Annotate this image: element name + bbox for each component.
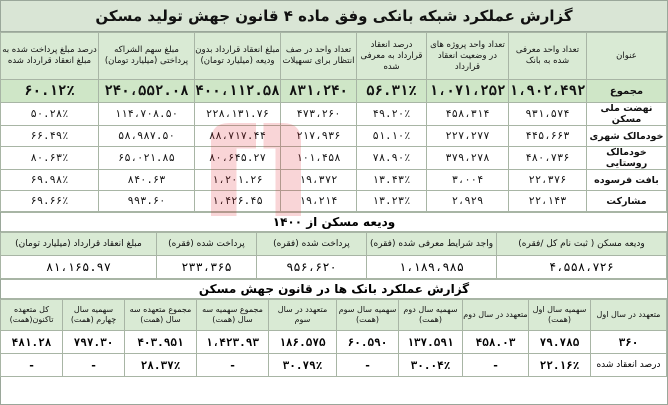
- column-header: واجد شرایط معرفی شده (فقره): [367, 233, 497, 256]
- banks-table: [0, 299, 667, 377]
- column-header: درصد انعقاد قرارداد به معرفی شده: [357, 33, 427, 80]
- table-cell: ۲۲۸،۱۳۱.۷۶: [195, 103, 281, 126]
- table-cell: ۳۷۹،۲۷۸: [427, 147, 509, 170]
- table-cell: ۶۰.۱۲٪: [1, 80, 99, 103]
- report-title: گزارش عملکرد شبکه بانکی وفق ماده ۴ قانون جهش تولید مسکن: [1, 1, 667, 32]
- table-cell: ۱۹،۲۱۴: [281, 191, 357, 212]
- table-cell: ۹۳۱،۵۷۴: [509, 103, 587, 126]
- table-header-row: [1, 33, 667, 80]
- table-row: [1, 147, 667, 170]
- table-cell: ۳۰.۷۹٪: [269, 354, 337, 377]
- column-header: سهمیه سال سوم (همت): [337, 300, 399, 331]
- column-header: سهمیه سال دوم (همت): [399, 300, 463, 331]
- table-cell: -: [463, 354, 529, 377]
- column-header: متعهدد در سال اول: [591, 300, 667, 331]
- table-cell: ۸۸،۷۱۷.۴۴: [195, 126, 281, 147]
- table-cell: ۴،۵۵۸،۷۲۶: [497, 256, 667, 279]
- table-row: [1, 331, 667, 354]
- table-cell: ۲۲،۳۷۶: [509, 170, 587, 191]
- table-cell: ۱۰۱،۴۵۸: [281, 147, 357, 170]
- table-cell: -: [1, 354, 63, 377]
- row-label: خودمالک شهری: [587, 126, 667, 147]
- table-cell: ۵۰.۲۸٪: [1, 103, 99, 126]
- table-cell: ۶۹.۹۸٪: [1, 170, 99, 191]
- table-cell: ۱،۹۰۲،۴۹۲: [509, 80, 587, 103]
- column-header: مجموع سهمیه سه سال (همت): [197, 300, 269, 331]
- table-cell: ۴۸۰،۷۳۶: [509, 147, 587, 170]
- table-cell: ۹۵۶،۶۲۰: [257, 256, 367, 279]
- table-cell: ۱۱۴،۷۰۸.۵۰: [99, 103, 195, 126]
- column-header: پرداخت شده (فقره): [157, 233, 257, 256]
- table-cell: -: [197, 354, 269, 377]
- table-cell: ۱،۰۷۱،۲۵۲: [427, 80, 509, 103]
- table-cell: ۲۲،۱۴۳: [509, 191, 587, 212]
- table-cell: ۱۳۷.۵۹۱: [399, 331, 463, 354]
- table-cell: ۱۹،۳۷۲: [281, 170, 357, 191]
- table-cell: ۲۸.۳۷٪: [125, 354, 197, 377]
- column-header: مبلغ سهم الشراکه پرداختی (میلیارد تومان): [99, 33, 195, 80]
- table-header-row: [1, 233, 667, 256]
- table-cell: ۶۰.۵۹۰: [337, 331, 399, 354]
- table-cell: ۴۴۵،۶۶۳: [509, 126, 587, 147]
- table-header-row: [1, 300, 667, 331]
- table-cell: ۹۹۳.۶۰: [99, 191, 195, 212]
- table-cell: ۱۸۶.۵۷۵: [269, 331, 337, 354]
- column-header: تعداد واحد پروژه های در وضعیت انعقاد قرارداد: [427, 33, 509, 80]
- table-cell: ۲،۹۲۹: [427, 191, 509, 212]
- table-cell: ۴۵۸.۰۳: [463, 331, 529, 354]
- column-header: پرداخت شده (فقره): [257, 233, 367, 256]
- table-cell: ۷۹.۷۸۵: [529, 331, 591, 354]
- table-cell: ۵۱.۱۰٪: [357, 126, 427, 147]
- table-cell: ۷۹۷.۳۰: [63, 331, 125, 354]
- row-label: ۳۶۰: [591, 331, 667, 354]
- column-header: کل متعهده تاکنون(همت): [1, 300, 63, 331]
- column-header: متعهدد در سال دوم: [463, 300, 529, 331]
- banks-section-title: گزارش عملکرد بانک ها در قانون جهش مسکن: [1, 279, 667, 299]
- row-label: مشارکت: [587, 191, 667, 212]
- table-cell: ۴۵۸،۳۱۴: [427, 103, 509, 126]
- column-header: تعداد واحد در صف انتظار برای تسهیلات: [281, 33, 357, 80]
- table-cell: ۶۹.۶۶٪: [1, 191, 99, 212]
- table-row: [1, 256, 667, 279]
- row-label: نهضت ملی مسکن: [587, 103, 667, 126]
- table-cell: ۱،۴۲۳.۹۳: [197, 331, 269, 354]
- table-cell: ۲۲.۱۶٪: [529, 354, 591, 377]
- table-cell: ۷۸.۹۰٪: [357, 147, 427, 170]
- deposit-section-title: ودیعه مسکن از ۱۴۰۰: [1, 212, 667, 232]
- column-header: مجموع متعهده سه سال (همت): [125, 300, 197, 331]
- table-cell: ۱،۴۲۶.۴۵: [195, 191, 281, 212]
- performance-table: [0, 32, 667, 212]
- table-cell: ۸۰،۶۴۵.۲۷: [195, 147, 281, 170]
- table-cell: ۱۳.۴۳٪: [357, 170, 427, 191]
- table-cell: ۴۰۰،۱۱۲.۵۸: [195, 80, 281, 103]
- table-cell: ۲۱۷،۹۳۶: [281, 126, 357, 147]
- table-cell: ۴۸۱.۲۸: [1, 331, 63, 354]
- table-cell: ۴۷۳،۲۶۰: [281, 103, 357, 126]
- table-row: [1, 170, 667, 191]
- table-row: [1, 354, 667, 377]
- column-header: عنوان: [587, 33, 667, 80]
- table-cell: -: [63, 354, 125, 377]
- table-cell: ۴۰۳.۹۵۱: [125, 331, 197, 354]
- column-header: مبلغ انعقاد قرارداد بدون ودیعه (میلیارد تومان): [195, 33, 281, 80]
- table-row: [1, 126, 667, 147]
- table-cell: ۲۳۳،۳۶۵: [157, 256, 257, 279]
- column-header: ودیعه مسکن ( ثبت نام کل /فقره): [497, 233, 667, 256]
- table-cell: ۳۰.۰۴٪: [399, 354, 463, 377]
- table-cell: ۱،۲۰۱.۲۶: [195, 170, 281, 191]
- table-cell: ۲۲۷،۲۷۷: [427, 126, 509, 147]
- table-cell: ۴۹.۲۰٪: [357, 103, 427, 126]
- table-cell: ۶۶.۴۹٪: [1, 126, 99, 147]
- table-cell: ۸۳۱،۲۴۰: [281, 80, 357, 103]
- row-label: درصد انعقاد شده: [591, 354, 667, 377]
- table-cell: -: [337, 354, 399, 377]
- table-cell: ۳،۰۰۴: [427, 170, 509, 191]
- total-row: [1, 80, 667, 103]
- row-label: خودمالک روستایی: [587, 147, 667, 170]
- table-cell: ۵۶.۳۱٪: [357, 80, 427, 103]
- table-cell: ۱،۱۸۹،۹۸۵: [367, 256, 497, 279]
- table-row: [1, 191, 667, 212]
- table-cell: ۸۱،۱۶۵.۹۷: [1, 256, 157, 279]
- row-label: بافت فرسوده: [587, 170, 667, 191]
- table-cell: ۱۳.۲۳٪: [357, 191, 427, 212]
- column-header: متعهدد در سال سوم: [269, 300, 337, 331]
- column-header: تعداد واحد معرفی شده به بانک: [509, 33, 587, 80]
- table-cell: ۲۴۰،۵۵۲.۰۸: [99, 80, 195, 103]
- table-row: [1, 103, 667, 126]
- table-cell: ۵۸،۹۸۷.۵۰: [99, 126, 195, 147]
- row-label: مجموع: [587, 80, 667, 103]
- table-cell: ۸۴۰.۶۳: [99, 170, 195, 191]
- deposit-table: [0, 232, 667, 279]
- table-cell: ۶۵،۰۲۱.۸۵: [99, 147, 195, 170]
- table-cell: ۸۰.۶۳٪: [1, 147, 99, 170]
- column-header: مبلغ انعقاد قرارداد (میلیارد تومان): [1, 233, 157, 256]
- column-header: سهمیه سال چهارم (همت): [63, 300, 125, 331]
- column-header: سهمیه سال اول (همت): [529, 300, 591, 331]
- column-header: درصد مبلغ پرداخت شده به مبلغ انعقاد قرارداد شده: [1, 33, 99, 80]
